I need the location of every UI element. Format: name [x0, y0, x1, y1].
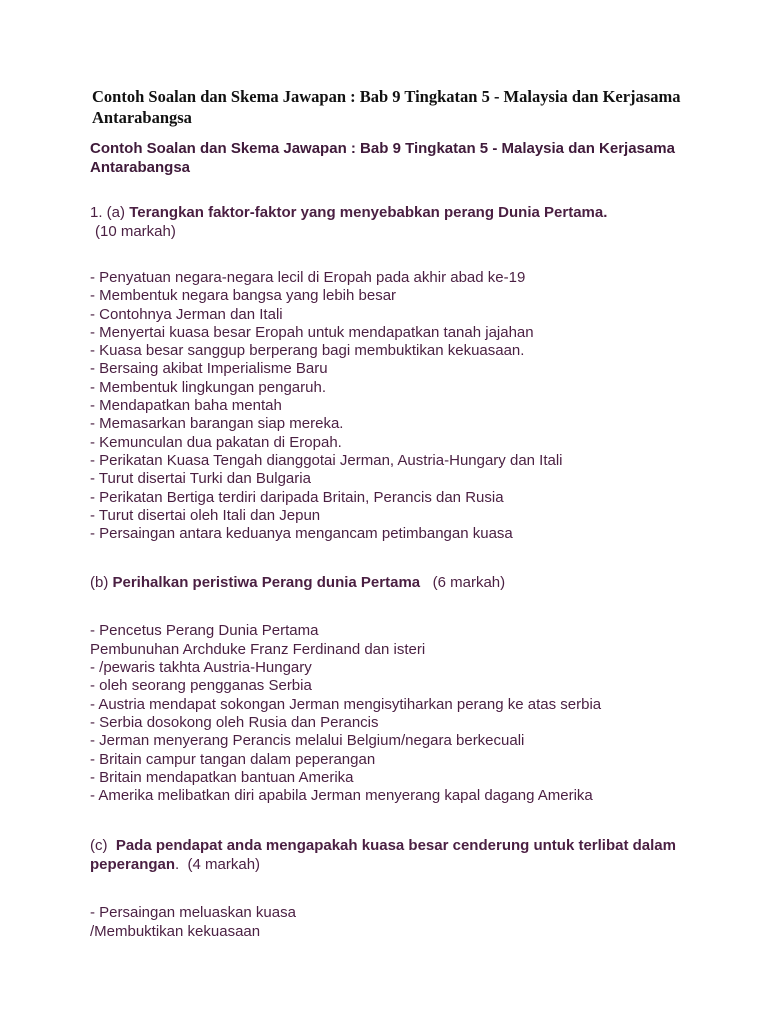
answer-item: - Persaingan meluaskan kuasa: [90, 904, 296, 922]
answer-item: Pembunuhan Archduke Franz Ferdinand dan isteri: [90, 640, 426, 658]
question-1c-text: Pada pendapat anda mengapakah kuasa besar cenderung untuk terlibat dalam peperangan: [90, 837, 676, 874]
answer-list-1c: [90, 904, 730, 941]
answer-item: - Britain campur tangan dalam peperangan: [90, 750, 376, 768]
answer-item: - Mendapatkan baha mentah: [90, 397, 282, 415]
question-1c: [90, 836, 730, 941]
answer-item: - Austria mendapat sokongan Jerman mengisytiharkan perang ke atas serbia: [90, 695, 602, 713]
question-1a-number: 1. (a): [90, 204, 130, 221]
answer-list-1a: [90, 269, 730, 543]
answer-item: - Kemunculan dua pakatan di Eropah.: [90, 433, 342, 451]
document-body: [90, 140, 730, 941]
question-1b-heading: [90, 573, 730, 592]
answer-item: - oleh seorang pengganas Serbia: [90, 677, 312, 695]
answer-item: - Memasarkan barangan siap mereka.: [90, 415, 344, 433]
answer-item: - Jerman menyerang Perancis melalui Belgium/negara berkecuali: [90, 732, 525, 750]
question-1c-number: (c): [90, 837, 116, 855]
document-title: Contoh Soalan dan Skema Jawapan : Bab 9 Tingkatan 5 - Malaysia dan Kerjasama Antarabangsa: [92, 87, 681, 127]
answer-item: - Penyatuan negara-negara lecil di Eropah pada akhir abad ke-19: [90, 269, 526, 286]
question-1a-marks: (10 markah): [95, 223, 176, 240]
answer-item: - Serbia dosokong oleh Rusia dan Perancis: [90, 713, 379, 731]
answer-item: - Bersaing akibat Imperialisme Baru: [90, 360, 328, 378]
question-1b-text: Perihalkan peristiwa Perang dunia Pertama: [112, 574, 421, 592]
question-1c-marks: . (4 markah): [175, 856, 261, 874]
answer-item: - Kuasa besar sanggup berperang bagi membuktikan kekuasaan.: [90, 342, 525, 360]
question-1a: [90, 203, 730, 543]
question-1a-text: Terangkan faktor-faktor yang menyebabkan perang Dunia Pertama.: [129, 204, 608, 221]
answer-item: - Persaingan antara keduanya mengancam petimbangan kuasa: [90, 525, 513, 543]
answer-list-1b: [90, 622, 730, 805]
answer-item: /Membuktikan kekuasaan: [90, 922, 261, 940]
answer-item: - Membentuk negara bangsa yang lebih besar: [90, 287, 397, 305]
question-1b-marks: (6 markah): [420, 574, 506, 592]
answer-item: - Amerika melibatkan diri apabila Jerman menyerang kapal dagang Amerika: [90, 787, 593, 805]
question-1b-number: (b): [90, 574, 113, 592]
answer-item: - /pewaris takhta Austria-Hungary: [90, 659, 312, 677]
answer-item: - Turut disertai Turki dan Bulgaria: [90, 470, 311, 488]
answer-item: - Menyertai kuasa besar Eropah untuk mendapatkan tanah jajahan: [90, 323, 534, 341]
question-1c-heading: [90, 836, 730, 874]
answer-item: - Membentuk lingkungan pengaruh.: [90, 378, 326, 396]
question-1a-heading: [90, 203, 730, 222]
question-1b: [90, 573, 730, 805]
answer-item: - Pencetus Perang Dunia Pertama: [90, 622, 319, 640]
document-subtitle: Contoh Soalan dan Skema Jawapan : Bab 9 Tingkatan 5 - Malaysia dan Kerjasama Antarabangsa: [90, 140, 675, 176]
answer-item: - Perikatan Kuasa Tengah dianggotai Jerman, Austria-Hungary dan Itali: [90, 451, 563, 469]
answer-item: - Turut disertai oleh Itali dan Jepun: [90, 506, 321, 524]
answer-item: - Britain mendapatkan bantuan Amerika: [90, 768, 354, 786]
answer-item: - Contohnya Jerman dan Itali: [90, 305, 283, 323]
answer-item: - Perikatan Bertiga terdiri daripada Britain, Perancis dan Rusia: [90, 488, 504, 506]
